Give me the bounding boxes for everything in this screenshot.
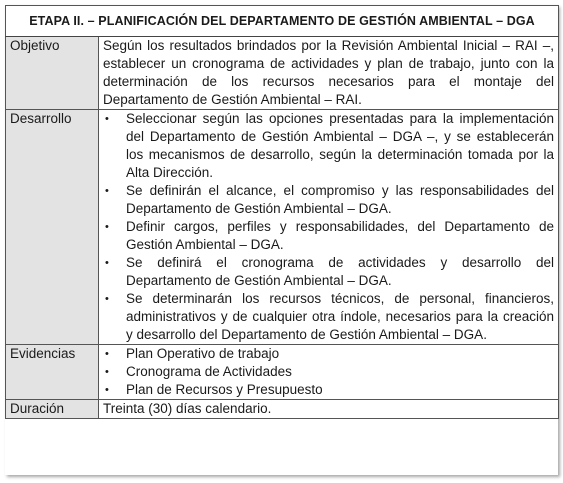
evidencias-content [99, 345, 559, 400]
bullet-icon: • [105, 366, 109, 378]
bullet-icon: • [105, 293, 109, 305]
bullet-icon: • [105, 348, 109, 360]
bullet-icon: • [105, 113, 109, 125]
list-item [103, 290, 554, 344]
list-item-text: Seleccionar según las opciones presentadas para la implementación del Departamento de Gestión Ambiental – DGA –, y se establecerán los mecanismos de desarrollo, según la determinación tomada por la Alta Dirección. [126, 111, 555, 180]
row-desarrollo [6, 110, 559, 345]
bullet-icon: • [105, 257, 109, 269]
row-objetivo [6, 37, 559, 110]
list-item-text: Se definirá el cronograma de actividades y desarrollo del Departamento de Gestión Ambiental – DGA. [126, 255, 555, 288]
desarrollo-content [99, 110, 559, 345]
list-item-text: Definir cargos, perfiles y responsabilidades, del Departamento de Gestión Ambiental – DGA. [126, 219, 555, 252]
bullet-icon: • [105, 384, 109, 396]
list-item-text: Se definirán el alcance, el compromiso y las responsabilidades del Departamento de Gestión Ambiental – DGA. [126, 183, 555, 216]
list-item-text: Cronograma de Actividades [126, 364, 292, 379]
list-item [103, 218, 554, 254]
desarrollo-list [103, 110, 554, 344]
title-row [6, 6, 559, 37]
list-item [103, 363, 554, 381]
list-item-text: Se determinarán los recursos técnicos, de personal, financieros, administrativos y de cualquier otra índole, necesarios para la creación y desarrollo del Departamento de Gestión Ambiental – DGA. [126, 291, 555, 342]
list-item-text: Plan de Recursos y Presupuesto [126, 382, 323, 397]
table-title: ETAPA II. – PLANIFICACIÓN DEL DEPARTAMENTO DE GESTIÓN AMBIENTAL – DGA [6, 6, 559, 37]
label-objetivo: Objetivo [6, 37, 99, 110]
document-page [5, 5, 558, 475]
planning-table [5, 5, 559, 419]
label-evidencias: Evidencias [6, 345, 99, 400]
bullet-icon: • [105, 221, 109, 233]
list-item [103, 254, 554, 290]
row-evidencias [6, 345, 559, 400]
evidencias-list [103, 345, 554, 399]
duracion-text: Treinta (30) días calendario. [99, 400, 559, 419]
objetivo-text: Según los resultados brindados por la Revisión Ambiental Inicial – RAI –, establecer un cronograma de actividades y plan de trabajo, junto con la determinación de los recursos necesarios para el montaje del Departamento de Gestión Ambiental – RAI. [99, 37, 559, 110]
list-item [103, 381, 554, 399]
list-item [103, 110, 554, 182]
label-desarrollo: Desarrollo [6, 110, 99, 345]
list-item-text: Plan Operativo de trabajo [126, 346, 280, 361]
row-duracion [6, 400, 559, 419]
list-item [103, 345, 554, 363]
list-item [103, 182, 554, 218]
bullet-icon: • [105, 185, 109, 197]
label-duracion: Duración [6, 400, 99, 419]
